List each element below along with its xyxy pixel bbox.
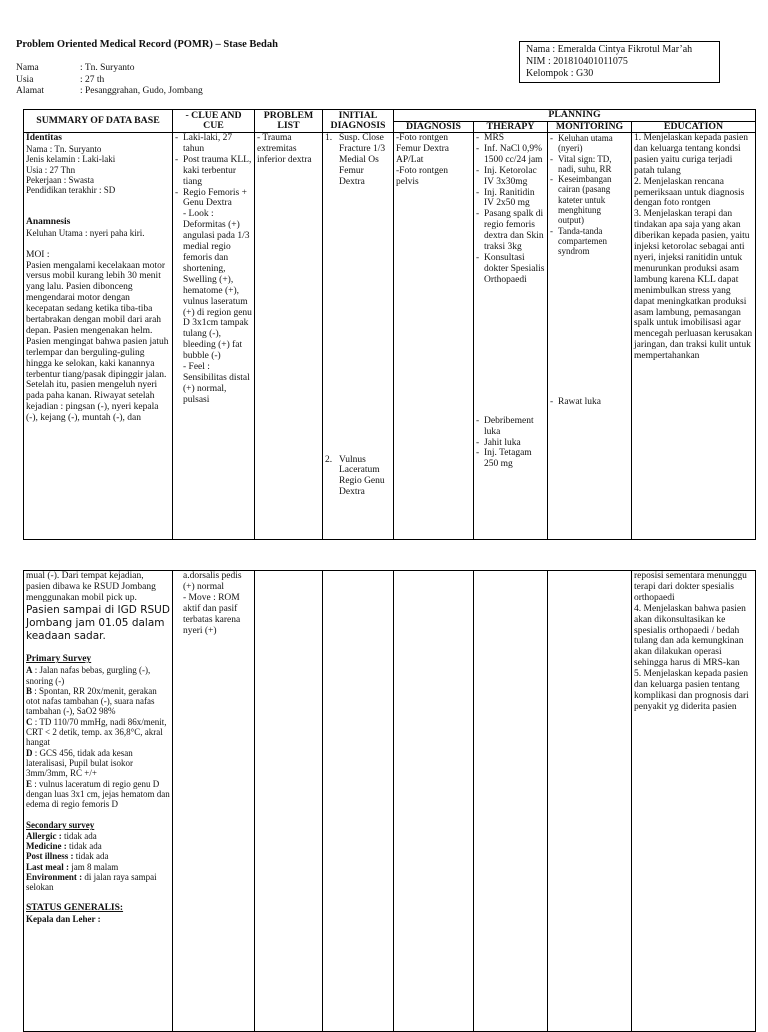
summary-cell-continued: [24, 571, 173, 1032]
header-summary: SUMMARY OF DATA BASE: [24, 110, 173, 133]
primary-survey-b: B : Spontan, RR 20x/menit, gerakan otot nafas tambahan (-), suara nafas tambahan (-), SaO2 98%: [26, 685, 157, 717]
clue-cell: [173, 133, 255, 540]
status-generalis-heading: STATUS GENERALIS:: [26, 903, 124, 914]
keluhan-utama: Keluhan Utama : nyeri paha kiri.: [26, 228, 145, 239]
monitoring-item: - Vital sign: TD, nadi, suhu, RR: [550, 153, 612, 174]
monitoring-item: - Tanda-tanda compartemen syndrom: [550, 225, 607, 257]
diagnosis-item: -Foto rontgen Femur Dextra AP/Lat: [396, 133, 450, 165]
student-group: Kelompok : G30: [526, 68, 594, 80]
identitas-sex: Jenis kelamin : Laki-laki: [26, 154, 116, 165]
patient-address-row: [16, 86, 203, 98]
therapy-item: - Jahit luka: [476, 437, 521, 448]
moi-text-continued: mual (-). Dari tempat kejadian, pasien dibawa ke RSUD Jombang menggunakan mobil pick up.: [26, 571, 156, 603]
identitas-job: Pekerjaan : Swasta: [26, 174, 94, 185]
moi-heading: MOI :: [26, 249, 50, 260]
therapy-item: - Inf. NaCl 0,9% 1500 cc/24 jam: [476, 143, 543, 165]
therapy-item: - Inj. Ketorolac IV 3x30mg: [476, 165, 537, 187]
kepala-leher: Kepala dan Leher :: [26, 914, 101, 925]
therapy-item: - Pasang spalk di regio femoris dextra dan Skin traksi 3kg: [476, 209, 544, 253]
patient-age-label: Usia: [16, 74, 34, 85]
initial-diagnosis-1: 1. Susp. Close Fracture 1/3 Medial Os Femur Dextra: [325, 133, 386, 187]
patient-name-row: [16, 63, 203, 75]
header-clue: - CLUE AND CUE: [173, 110, 255, 133]
arrival-text: Pasien sampai di IGD RSUD Jombang jam 01.05 dalam keadaan sadar.: [26, 603, 170, 643]
clue-feel: - Feel : Sensibilitas distal (+) normal, pulsasi: [183, 362, 250, 405]
secondary-environment: Environment : di jalan raya sampai selokan: [26, 871, 157, 893]
identitas-education: Pendidikan terakhir : SD: [26, 185, 116, 196]
header-education: EDUCATION: [632, 121, 756, 133]
primary-survey-d: D : GCS 456, tidak ada kesan lateralisasi, Pupil bulat isokor 3mm/3mm, RC +/+: [26, 747, 133, 779]
initial-diagnosis-2: 2. Vulnus Laceratum Regio Genu Dextra: [325, 454, 385, 498]
planning-monitoring-cell: [548, 133, 632, 540]
secondary-medicine: Medicine : tidak ada: [26, 840, 102, 851]
monitoring-item: - Keseimbangan cairan (pasang kateter untuk menghitung output): [550, 174, 612, 226]
clue-look: - Look : Deformitas (+) angulasi pada 1/3 medial regio femoris dan shortening, Swelling (+), hematome (+), vulnus laseratum (+) di region genu D 3x1cm tampak tulang (-), bleeding (+) fat bubble (-): [183, 209, 252, 362]
secondary-last-meal: Last meal : jam 8 malam: [26, 861, 119, 872]
patient-address-value: : Pesanggrahan, Gudo, Jombang: [80, 86, 203, 96]
clue-feel-continued: a.dorsalis pedis (+) normal: [183, 571, 242, 592]
patient-info: [16, 63, 203, 98]
clue-cell-continued: [173, 571, 255, 1032]
header-initial: INITIAL DIAGNOSIS: [323, 110, 394, 133]
moi-text: Pasien mengalami kecelakaan motor versus mobil kurang lebih 30 menit yang lalu. Pasien dibonceng mengendarai motor dengan kecepatan sedang ketika tiba-tiba bertabrakan dengan mobil dari arah depan. Pasien mengenakan helm. Pasien mengingat bahwa pasien jatuh terlempar dan berguling-guling hingga ke selokan, kaki kanannya terbentur tiang/pasak dipinggir jalan. Setelah itu, pasien mengeluh nyeri pada paha kanan. Riwayat setelah kejadian : pingsan (-), nyeri kepala (-), kejang (-), muntah (-), dan: [26, 260, 169, 424]
clue-item: - Laki-laki, 27 tahun: [175, 133, 233, 154]
planning-therapy-cell-continued: [474, 571, 548, 1032]
planning-monitoring-cell-continued: [548, 571, 632, 1032]
student-nim: NIM : 201810401011075: [526, 56, 628, 68]
diagnosis-item: -Foto rontgen pelvis: [396, 165, 448, 187]
education-text: 1. Menjelaskan kepada pasien dan keluarga tentang kondsi pasien yaitu curiga terjadi patah tulang 2. Menjelaskan rencana pemeriksaan untuk diagnosis dengan foto rontgen 3. Menjelaskan terapi dan tindakan apa saja yang akan diberikan kepada pasien, yaitu injeksi ketorolac sebagai anti nyeri, injeksi ranitidin untuk menurunkan produksi asam lambung karena KLL dapat menimbulkan stress yang dapat meningkatkan produksi asam lambung, pemasangan spalk untuk imobilisasi agar mencegah perluasan kerusakan jaringan, dan traksi kulit untuk mempertahankan: [634, 133, 753, 362]
therapy-item: - Inj. Tetagam 250 mg: [476, 448, 532, 470]
primary-survey-e: E : vulnus laceratum di regio genu D dengan luas 3x1 cm, jejas hematom dan edema di regio femoris D: [26, 778, 170, 810]
problem-cell: [255, 133, 323, 540]
planning-education-cell: [632, 133, 756, 540]
therapy-item: - MRS: [476, 133, 505, 143]
problem-cell-continued: [255, 571, 323, 1032]
planning-diagnosis-cell: [394, 133, 474, 540]
initial-diagnosis-cell-continued: [323, 571, 394, 1032]
education-text-continued: reposisi sementara menunggu terapi dari dokter spesialis orthopaedi 4. Menjelaskan bahwa pasien akan dikonsultasikan ke spesialis orthopaedi / bedah tulang dan ada kemungkinan akan dilakukan operasi sehingga harus di MRS-kan 5. Menjelaskan kepada pasien dan keluarga pasien tentang komplikasi dan prognosis dari penyakit yg diderita pasien: [634, 571, 749, 712]
therapy-item: - Inj. Ranitidin IV 2x50 mg: [476, 187, 535, 209]
primary-survey-c: C : TD 110/70 mmHg, nadi 86x/menit, CRT < 2 detik, temp. ax 36,8°C, akral hangat: [26, 716, 167, 748]
secondary-post-illness: Post illness : tidak ada: [26, 851, 109, 862]
clue-item: - Post trauma KLL, kaki terbentur tiang: [175, 154, 252, 187]
clue-item: - Regio Femoris + Genu Dextra: [175, 187, 247, 209]
monitoring-item: - Rawat luka: [550, 396, 602, 407]
header-monitoring: MONITORING: [548, 121, 632, 133]
secondary-allergic: Allergic : tidak ada: [26, 830, 97, 841]
primary-survey-heading: Primary Survey: [26, 654, 92, 665]
problem-item: - Trauma extremitas inferior dextra: [257, 133, 312, 165]
student-name: Nama : Emeralda Cintya Fikrotul Mar’ah: [526, 44, 693, 55]
anamnesis-heading: Anamnesis: [26, 217, 71, 228]
clue-move: - Move : ROM aktif dan pasif terbatas karena nyeri (+): [183, 592, 241, 636]
identitas-age: Usia : 27 Thn: [26, 164, 76, 175]
therapy-item: - Konsultasi dokter Spesialis Orthopaedi: [476, 252, 545, 285]
primary-survey-a: A : Jalan nafas bebas, gurgling (-), snoring (-): [26, 665, 151, 686]
header-problem: PROBLEM LIST: [255, 110, 323, 133]
identitas-name: Nama : Tn. Suryanto: [26, 143, 102, 154]
student-info-box: [519, 41, 720, 83]
therapy-item: - Debribement luka: [476, 415, 534, 437]
document-title: Problem Oriented Medical Record (POMR) – Stase Bedah: [16, 39, 278, 50]
patient-age-row: [16, 75, 203, 87]
monitoring-item: - Keluhan utama (nyeri): [550, 133, 613, 154]
header-diagnosis: DIAGNOSIS: [394, 121, 474, 133]
initial-diagnosis-cell: [323, 133, 394, 540]
secondary-survey-heading: Secondary survey: [26, 820, 95, 831]
pomr-table-page-2: [23, 570, 756, 1032]
planning-therapy-cell: [474, 133, 548, 540]
summary-cell: [24, 133, 173, 540]
planning-diagnosis-cell-continued: [394, 571, 474, 1032]
header-planning: PLANNING: [394, 110, 756, 122]
planning-education-cell-continued: [632, 571, 756, 1032]
patient-address-label: Alamat: [16, 86, 44, 96]
identitas-heading: Identitas: [26, 133, 62, 143]
header-therapy: THERAPY: [474, 121, 548, 133]
pomr-table-page-1: [23, 109, 756, 540]
patient-age-value: : 27 th: [80, 74, 105, 85]
patient-name-value: : Tn. Suryanto: [80, 63, 135, 73]
patient-name-label: Nama: [16, 63, 39, 73]
